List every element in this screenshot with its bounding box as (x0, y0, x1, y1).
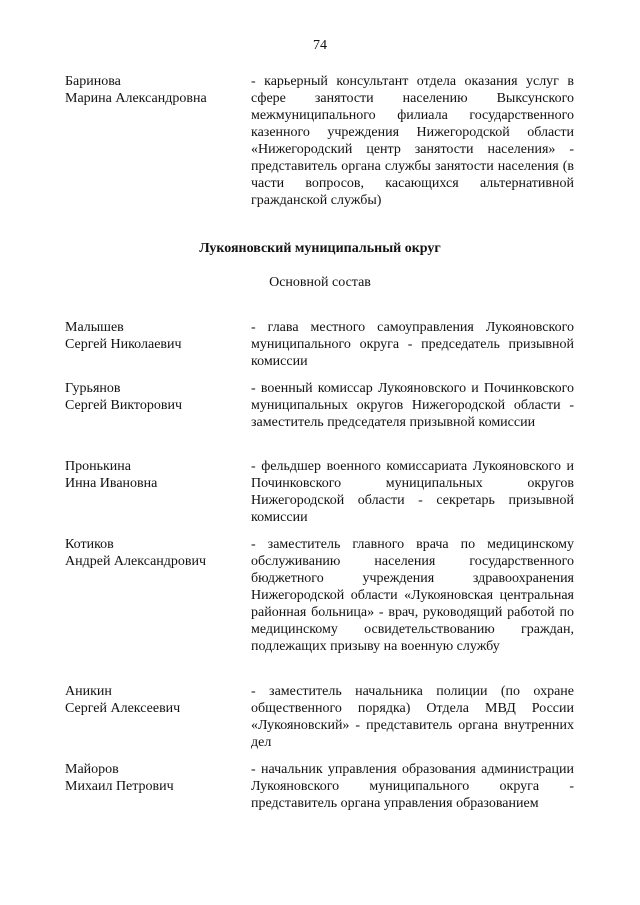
member-surname: Баринова (65, 74, 121, 89)
member-role: - начальник управления образования администрации Лукояновского муниципального округа - представитель органа управления образованием (251, 762, 574, 811)
member-name (65, 73, 240, 107)
member-name (65, 761, 240, 795)
member-role: - карьерный консультант отдела оказания услуг в сфере занятости населению Выксунского межмуниципального филиала государственного казенного учреждения Нижегородской области «Нижегородский центр занятости населения» - представитель органа службы занятости населения (в части вопросов, касающихся альтернативной гражданской службы) (251, 74, 574, 208)
member-name (65, 319, 240, 353)
member-name (65, 536, 240, 570)
member-name (65, 380, 240, 414)
member-surname: Малышев (65, 320, 124, 335)
member-surname: Аникин (65, 684, 112, 699)
section-title: Лукояновский муниципальный округ (199, 241, 441, 256)
member-surname: Пронькина (65, 459, 131, 474)
member-role: - фельдшер военного комиссариата Лукояновского и Починковского муниципальных округов Нижегородской области - секретарь призывной комиссии (251, 459, 574, 525)
member-given-names: Михаил Петрович (65, 779, 174, 794)
member-given-names: Сергей Викторович (65, 398, 183, 413)
member-name (65, 458, 240, 492)
member-given-names: Марина Александровна (65, 91, 207, 106)
member-given-names: Андрей Александрович (65, 554, 207, 569)
member-role: - глава местного самоуправления Лукояновского муниципального округа - председатель призывной комиссии (251, 320, 574, 369)
member-surname: Гурьянов (65, 381, 121, 396)
member-given-names: Инна Ивановна (65, 476, 158, 491)
member-role: - военный комиссар Лукояновского и Починковского муниципальных округов Нижегородской области - заместитель председателя призывной комиссии (251, 381, 574, 430)
member-role: - заместитель начальника полиции (по охране общественного порядка) Отдела МВД России «Лукояновский» - представитель органа внутренних дел (251, 684, 574, 750)
member-name (65, 683, 240, 717)
member-given-names: Сергей Николаевич (65, 337, 182, 352)
member-surname: Котиков (65, 537, 114, 552)
page-number: 74 (313, 38, 327, 53)
member-surname: Майоров (65, 762, 119, 777)
member-role: - заместитель главного врача по медицинскому обслуживанию населения государственного бюджетного учреждения здравоохранения Нижегородской области «Лукояновская центральная районная больница» - врач, руководящий работой по медицинскому освидетельствованию граждан, подлежащих призыву на военную службу (251, 537, 574, 654)
member-given-names: Сергей Алексеевич (65, 701, 181, 716)
subsection-title: Основной состав (269, 275, 371, 290)
